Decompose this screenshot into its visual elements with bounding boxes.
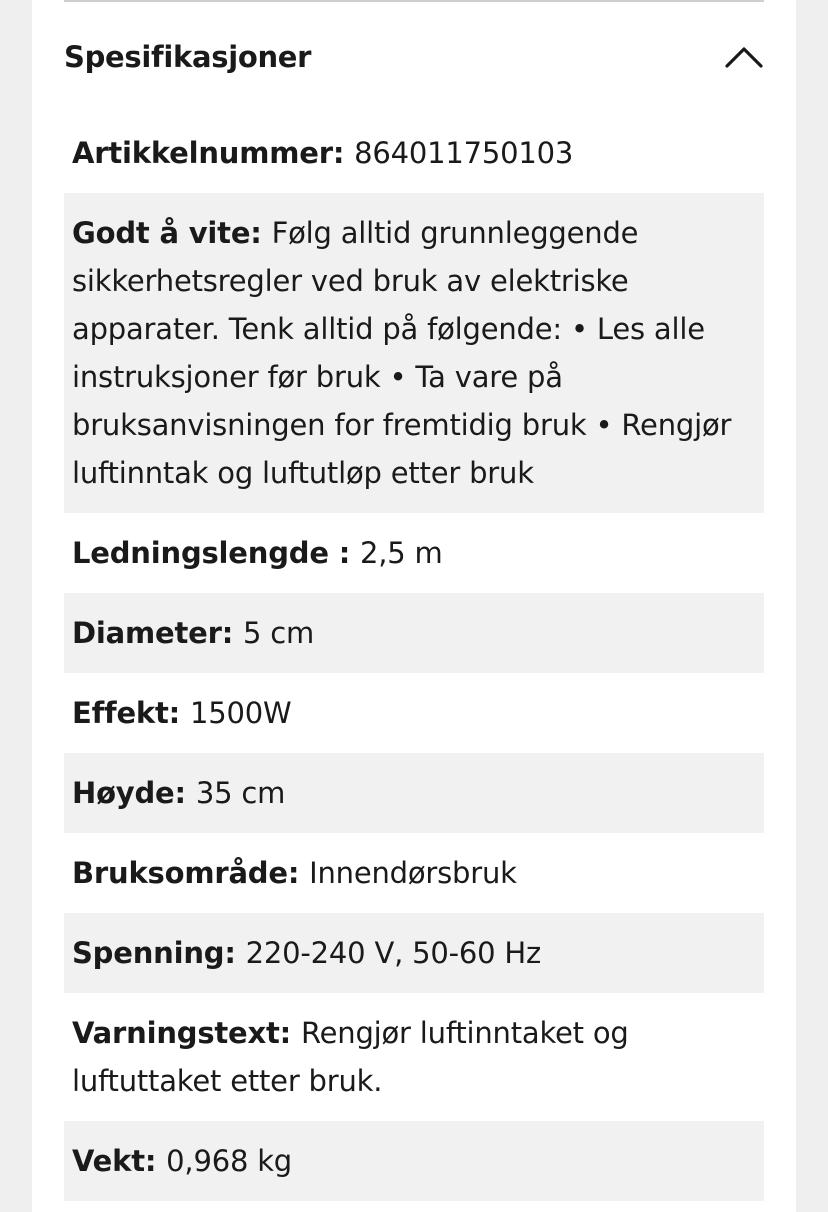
spec-list: [64, 113, 764, 1201]
spec-row-ledningslengde: [64, 513, 764, 593]
section-title: Spesifikasjoner: [64, 40, 312, 74]
spec-row-vekt: [64, 1121, 764, 1201]
spec-value: Innendørsbruk: [309, 856, 517, 890]
spec-label: Varningstext:: [72, 1016, 301, 1050]
spec-label: Effekt:: [72, 696, 190, 730]
spec-label: Bruksområde:: [72, 856, 310, 890]
spec-row-spenning: [64, 913, 764, 993]
spec-row-effekt: [64, 673, 764, 753]
spec-row-godt-a-vite: [64, 193, 764, 513]
spec-value: 2,5 m: [360, 536, 443, 570]
spec-value: 5 cm: [243, 616, 315, 650]
spec-value: 1500W: [189, 696, 292, 730]
top-divider: [64, 0, 764, 2]
spec-value: 35 cm: [195, 776, 286, 810]
spec-row-hoyde: [64, 753, 764, 833]
spec-value: 0,968 kg: [166, 1144, 293, 1178]
spec-label: Høyde:: [72, 776, 196, 810]
specifications-panel: [32, 0, 796, 1212]
spec-row-bruksomrade: [64, 833, 764, 913]
chevron-up-icon[interactable]: [724, 43, 764, 71]
spec-label: Artikkelnummer:: [72, 136, 355, 170]
spec-label: Godt å vite:: [72, 216, 272, 250]
spec-row-varningstext: [64, 993, 764, 1121]
spec-label: Diameter:: [72, 616, 243, 650]
spec-label: Ledningslengde :: [72, 536, 360, 570]
spec-value: Følg alltid grunnleggende sikkerhetsregler ved bruk av elektriske apparater. Tenk alltid på følgende: • Les alle instruksjoner før bruk • Ta vare på bruksanvisningen for fremtidig bruk • Rengjør luftinntak og luftutløp etter bruk: [72, 216, 732, 490]
spec-label: Vekt:: [72, 1144, 167, 1178]
spec-value: 864011750103: [354, 136, 574, 170]
spec-label: Spenning:: [72, 936, 246, 970]
spec-value: 220-240 V, 50-60 Hz: [245, 936, 542, 970]
spec-row-artikkelnummer: [64, 113, 764, 193]
spec-value: Rengjør luftinntaket og luftuttaket etter bruk.: [72, 1016, 629, 1098]
spec-row-diameter: [64, 593, 764, 673]
specifications-accordion-header[interactable]: [64, 30, 764, 84]
